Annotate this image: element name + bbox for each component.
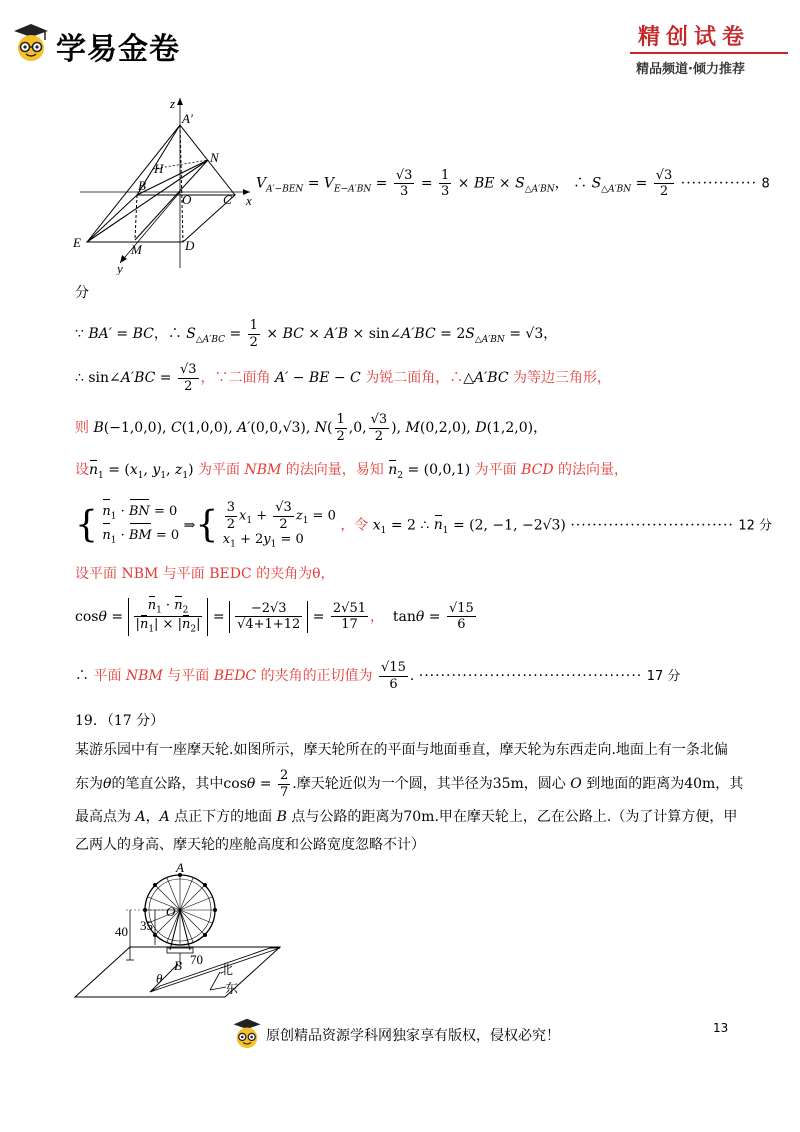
label-B: B <box>138 178 146 193</box>
brand-title: 精创试卷 <box>638 24 751 50</box>
score-8: 8 <box>761 176 770 192</box>
solution-line-9: ∴ 平面 NBM 与平面 BEDC 的夹角的正切值为 $\frac{√15}{6}$ . ········································· 17 分 <box>75 660 681 692</box>
logo-mascot-icon <box>12 22 50 62</box>
footer <box>0 1015 800 1055</box>
footer-copyright: 原创精品资源学科网独家享有版权，侵权必究！ <box>266 1028 560 1044</box>
solution-line-3: ∴ sin∠A′BC = $\frac{√3}{2}$ ，∵二面角 A′ − BE − C 为锐二面角，∴△A′BC 为等边三角形， <box>75 362 612 394</box>
page-number: 13 <box>713 1021 729 1035</box>
solution-line-6: { $n_1$ · BN = 0 $n_1$ · BM = 0 ⇒{ $\frac{3}{2}$ $x_1$ + $\frac{√3}{2}$ $z_1 = 0$ $x_1 + 2y_1 = 0$ ，令 $x_1 = 2$ ∴ $n_1 = (2$, −1, −2√3) ······························ 12 分 <box>75 500 773 550</box>
label-D: D <box>185 238 195 253</box>
fen-label: 分 <box>75 285 89 301</box>
label-N: N <box>210 150 219 165</box>
solution-line-5: 设$n_1 = (x_1$, $y_1$, $z_1$) 为平面 NBM 的法向量，易知 $n_2 = (0,0,1)$ 为平面 BCD 的法向量， <box>75 462 629 481</box>
solution-line-2: ∵ BA′ = BC，∴ $S_{\triangle A'BC}$ = $\frac{1}{2}$ × BC × A′B × sin∠A′BC = $2S_{\triangle A'BN} = √3$， <box>75 318 558 350</box>
problem-19-para-1: 某游乐园中有一座摩天轮.如图所示，摩天轮所在的平面与地面垂直，摩天轮为东西走向.地面上有一条北偏 <box>75 742 728 758</box>
label-A-prime: A′ <box>182 111 193 126</box>
ferris-wheel-figure <box>70 862 290 1002</box>
label-east: 东 <box>225 981 239 996</box>
score-12: 12 分 <box>738 518 773 534</box>
geometry-figure <box>65 90 265 275</box>
label-O: O <box>182 192 192 207</box>
label-H: H <box>154 161 164 176</box>
label-x: x <box>246 193 252 208</box>
label-B: B <box>174 958 182 973</box>
brand-divider <box>630 52 788 54</box>
problem-19-para-2: 东为θ的笔直公路，其中cosθ = $\frac{2}{7}$ .摩天轮近似为一个圆，其半径为35m，圆心 O 到地面的距离为40m，其 <box>75 768 744 800</box>
solution-line-8: cosθ = $\frac{n_1 \cdot n_2}{|n_1| \times |n_2|}$ = $\frac{-2√3}{√4+1+12}$ = $\frac{2√51}{17}$ ， tanθ = $\frac{√15}{6}$ <box>75 598 474 635</box>
problem-19-number: 19．（17 分） <box>75 713 165 729</box>
label-z: z <box>170 96 176 111</box>
label-M: M <box>131 242 142 257</box>
label-y: y <box>117 261 123 275</box>
label-theta: θ <box>156 971 163 986</box>
footer-mascot-icon <box>232 1017 262 1049</box>
label-O: O <box>166 904 176 919</box>
solution-line-7: 设平面 NBM 与平面 BEDC 的夹角为θ， <box>75 566 335 582</box>
label-70: 70 <box>190 952 203 967</box>
label-E: E <box>73 235 81 250</box>
score-17: 17 分 <box>646 669 681 685</box>
brand-subtitle: 精品频道·倾力推荐 <box>636 62 745 77</box>
label-C: C <box>223 192 232 207</box>
problem-19-para-4: 乙两人的身高、摩天轮的座舱高度和公路宽度忽略不计） <box>75 837 425 853</box>
label-40: 40 <box>115 924 128 939</box>
she-label: 设 <box>75 462 89 478</box>
label-A: A <box>176 862 184 875</box>
label-35: 35 <box>140 918 153 933</box>
solution-line-4: 则 B(−1,0,0), C(1,0,0), A′(0,0,√3), N( $\frac{1}{2}$ ,0, $\frac{√3}{2}$ ), M(0,2,0), D(1,2,0)， <box>75 412 548 444</box>
label-north: 北 <box>220 962 234 977</box>
logo-text: 学易金卷 <box>56 32 180 67</box>
volume-equation: $V_{A'-BEN} = V_{E-A'BN}$ = $\frac{√3}{3}$ = $\frac{1}{3}$ × BE × $S_{\triangle A'BN}$， ∴ $S_{\triangle A'BN}$ = $\frac{√3}{2}$ ·············· 8 <box>256 168 770 199</box>
problem-19-para-3: 最高点为 A，A 点正下方的地面 B 点与公路的距离为70m.甲在摩天轮上，乙在公路上.（为了计算方便，甲 <box>75 809 738 825</box>
header <box>0 0 800 80</box>
ze-label: 则 <box>75 420 89 437</box>
